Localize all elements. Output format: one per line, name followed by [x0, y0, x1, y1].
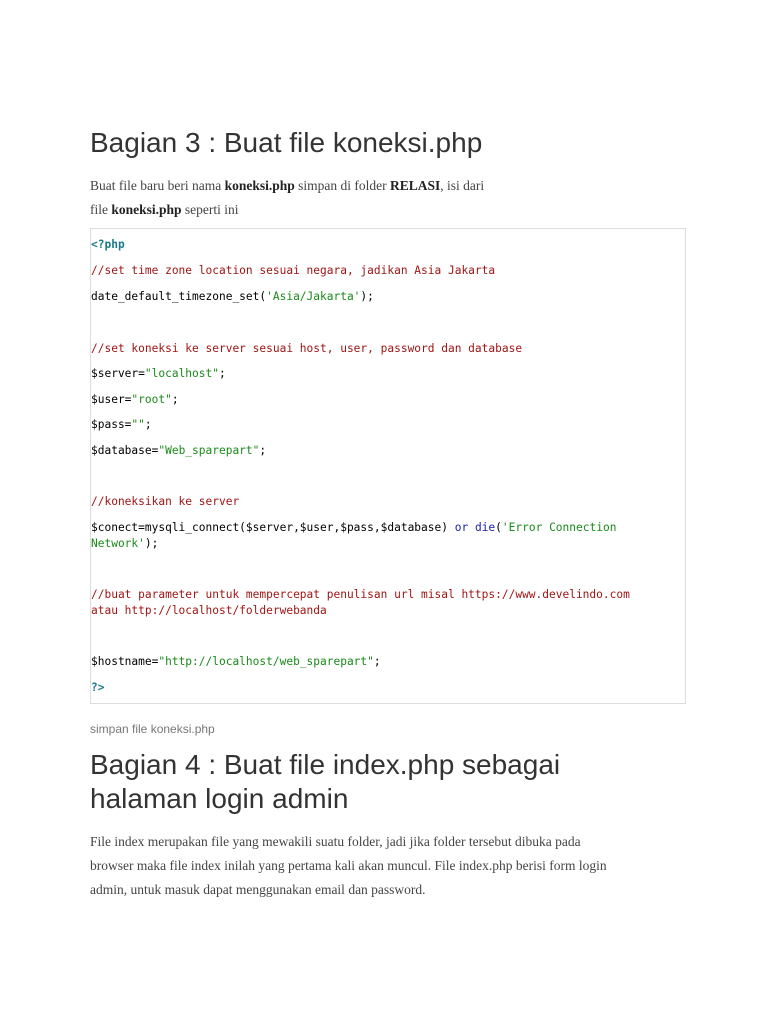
code-line: [91, 237, 125, 253]
code-line: [91, 392, 179, 408]
code-line: [91, 341, 522, 357]
intro-filename: koneksi.php: [224, 178, 295, 193]
code-comment: //set koneksi ke server sesuai host, user, password dan database: [91, 342, 523, 355]
code-comment: //buat parameter untuk mempercepat penulisan url misal https://www.develindo.com: [91, 588, 630, 601]
code-line: [91, 680, 104, 696]
code-text: ;: [218, 367, 226, 380]
intro-filename: koneksi.php: [111, 202, 182, 217]
code-string: 'Error Connection: [501, 521, 617, 534]
code-text: $pass=: [91, 418, 132, 431]
intro-text: simpan di folder: [294, 178, 390, 193]
php-open-tag: <?php: [91, 238, 125, 251]
code-line: [91, 443, 266, 459]
intro-text: Buat file baru beri nama: [90, 178, 225, 193]
code-line: [91, 536, 158, 552]
code-text: $user=: [91, 393, 132, 406]
code-line: [91, 263, 495, 279]
code-comment: atau http://localhost/folderwebanda: [91, 604, 327, 617]
code-text: $hostname=: [91, 655, 159, 668]
code-text: date_default_timezone_set(: [91, 290, 267, 303]
section-4-heading: Bagian 4 : Buat file index.php sebagai halaman login admin: [90, 749, 561, 814]
section-3-intro: [90, 174, 688, 222]
intro-folder: RELASI: [389, 178, 441, 193]
code-string: Network': [91, 537, 145, 550]
code-keyword: die: [474, 521, 496, 534]
code-text: ;: [259, 444, 267, 457]
code-text: [468, 521, 475, 534]
code-line: [91, 587, 630, 603]
code-text: $conect=mysqli_connect($server,$user,$pass,$database): [91, 521, 455, 534]
code-line: [91, 417, 152, 433]
code-caption: simpan file koneksi.php: [90, 722, 215, 736]
code-string: "localhost": [144, 367, 219, 380]
intro-text: file: [90, 202, 112, 217]
code-line: [91, 366, 226, 382]
code-text: (: [495, 521, 502, 534]
php-close-tag: ?>: [91, 681, 105, 694]
section-4-paragraph: [90, 830, 688, 902]
code-string: "": [131, 418, 145, 431]
paragraph-line: browser maka file index inilah yang pertama kali akan muncul. File index.php berisi form login: [90, 858, 607, 873]
code-text: );: [360, 290, 374, 303]
intro-text: , isi dari: [440, 178, 485, 193]
code-line: [91, 289, 374, 305]
code-keyword: or: [454, 521, 469, 534]
code-string: "Web_sparepart": [158, 444, 260, 457]
code-block: [90, 228, 686, 704]
paragraph-line: File index merupakan file yang mewakili suatu folder, jadi jika folder tersebut dibuka pada: [90, 834, 581, 849]
code-text: ;: [144, 418, 152, 431]
code-text: ;: [373, 655, 381, 668]
code-text: $database=: [91, 444, 159, 457]
code-comment: //koneksikan ke server: [91, 495, 240, 508]
code-string: "http://localhost/web_sparepart": [158, 655, 374, 668]
section-3-heading: Bagian 3 : Buat file koneksi.php: [90, 127, 483, 158]
code-line: [91, 494, 239, 510]
code-text: );: [144, 537, 159, 550]
code-line: [91, 654, 381, 670]
code-text: ;: [171, 393, 179, 406]
code-text: $server=: [91, 367, 145, 380]
code-string: "root": [131, 393, 172, 406]
code-line: [91, 603, 327, 619]
code-line: [91, 520, 616, 536]
paragraph-line: admin, untuk masuk dapat menggunakan email dan password.: [90, 882, 426, 897]
code-comment: //set time zone location sesuai negara, jadikan Asia Jakarta: [91, 264, 496, 277]
code-string: 'Asia/Jakarta': [266, 290, 361, 303]
intro-text: seperti ini: [181, 202, 239, 217]
